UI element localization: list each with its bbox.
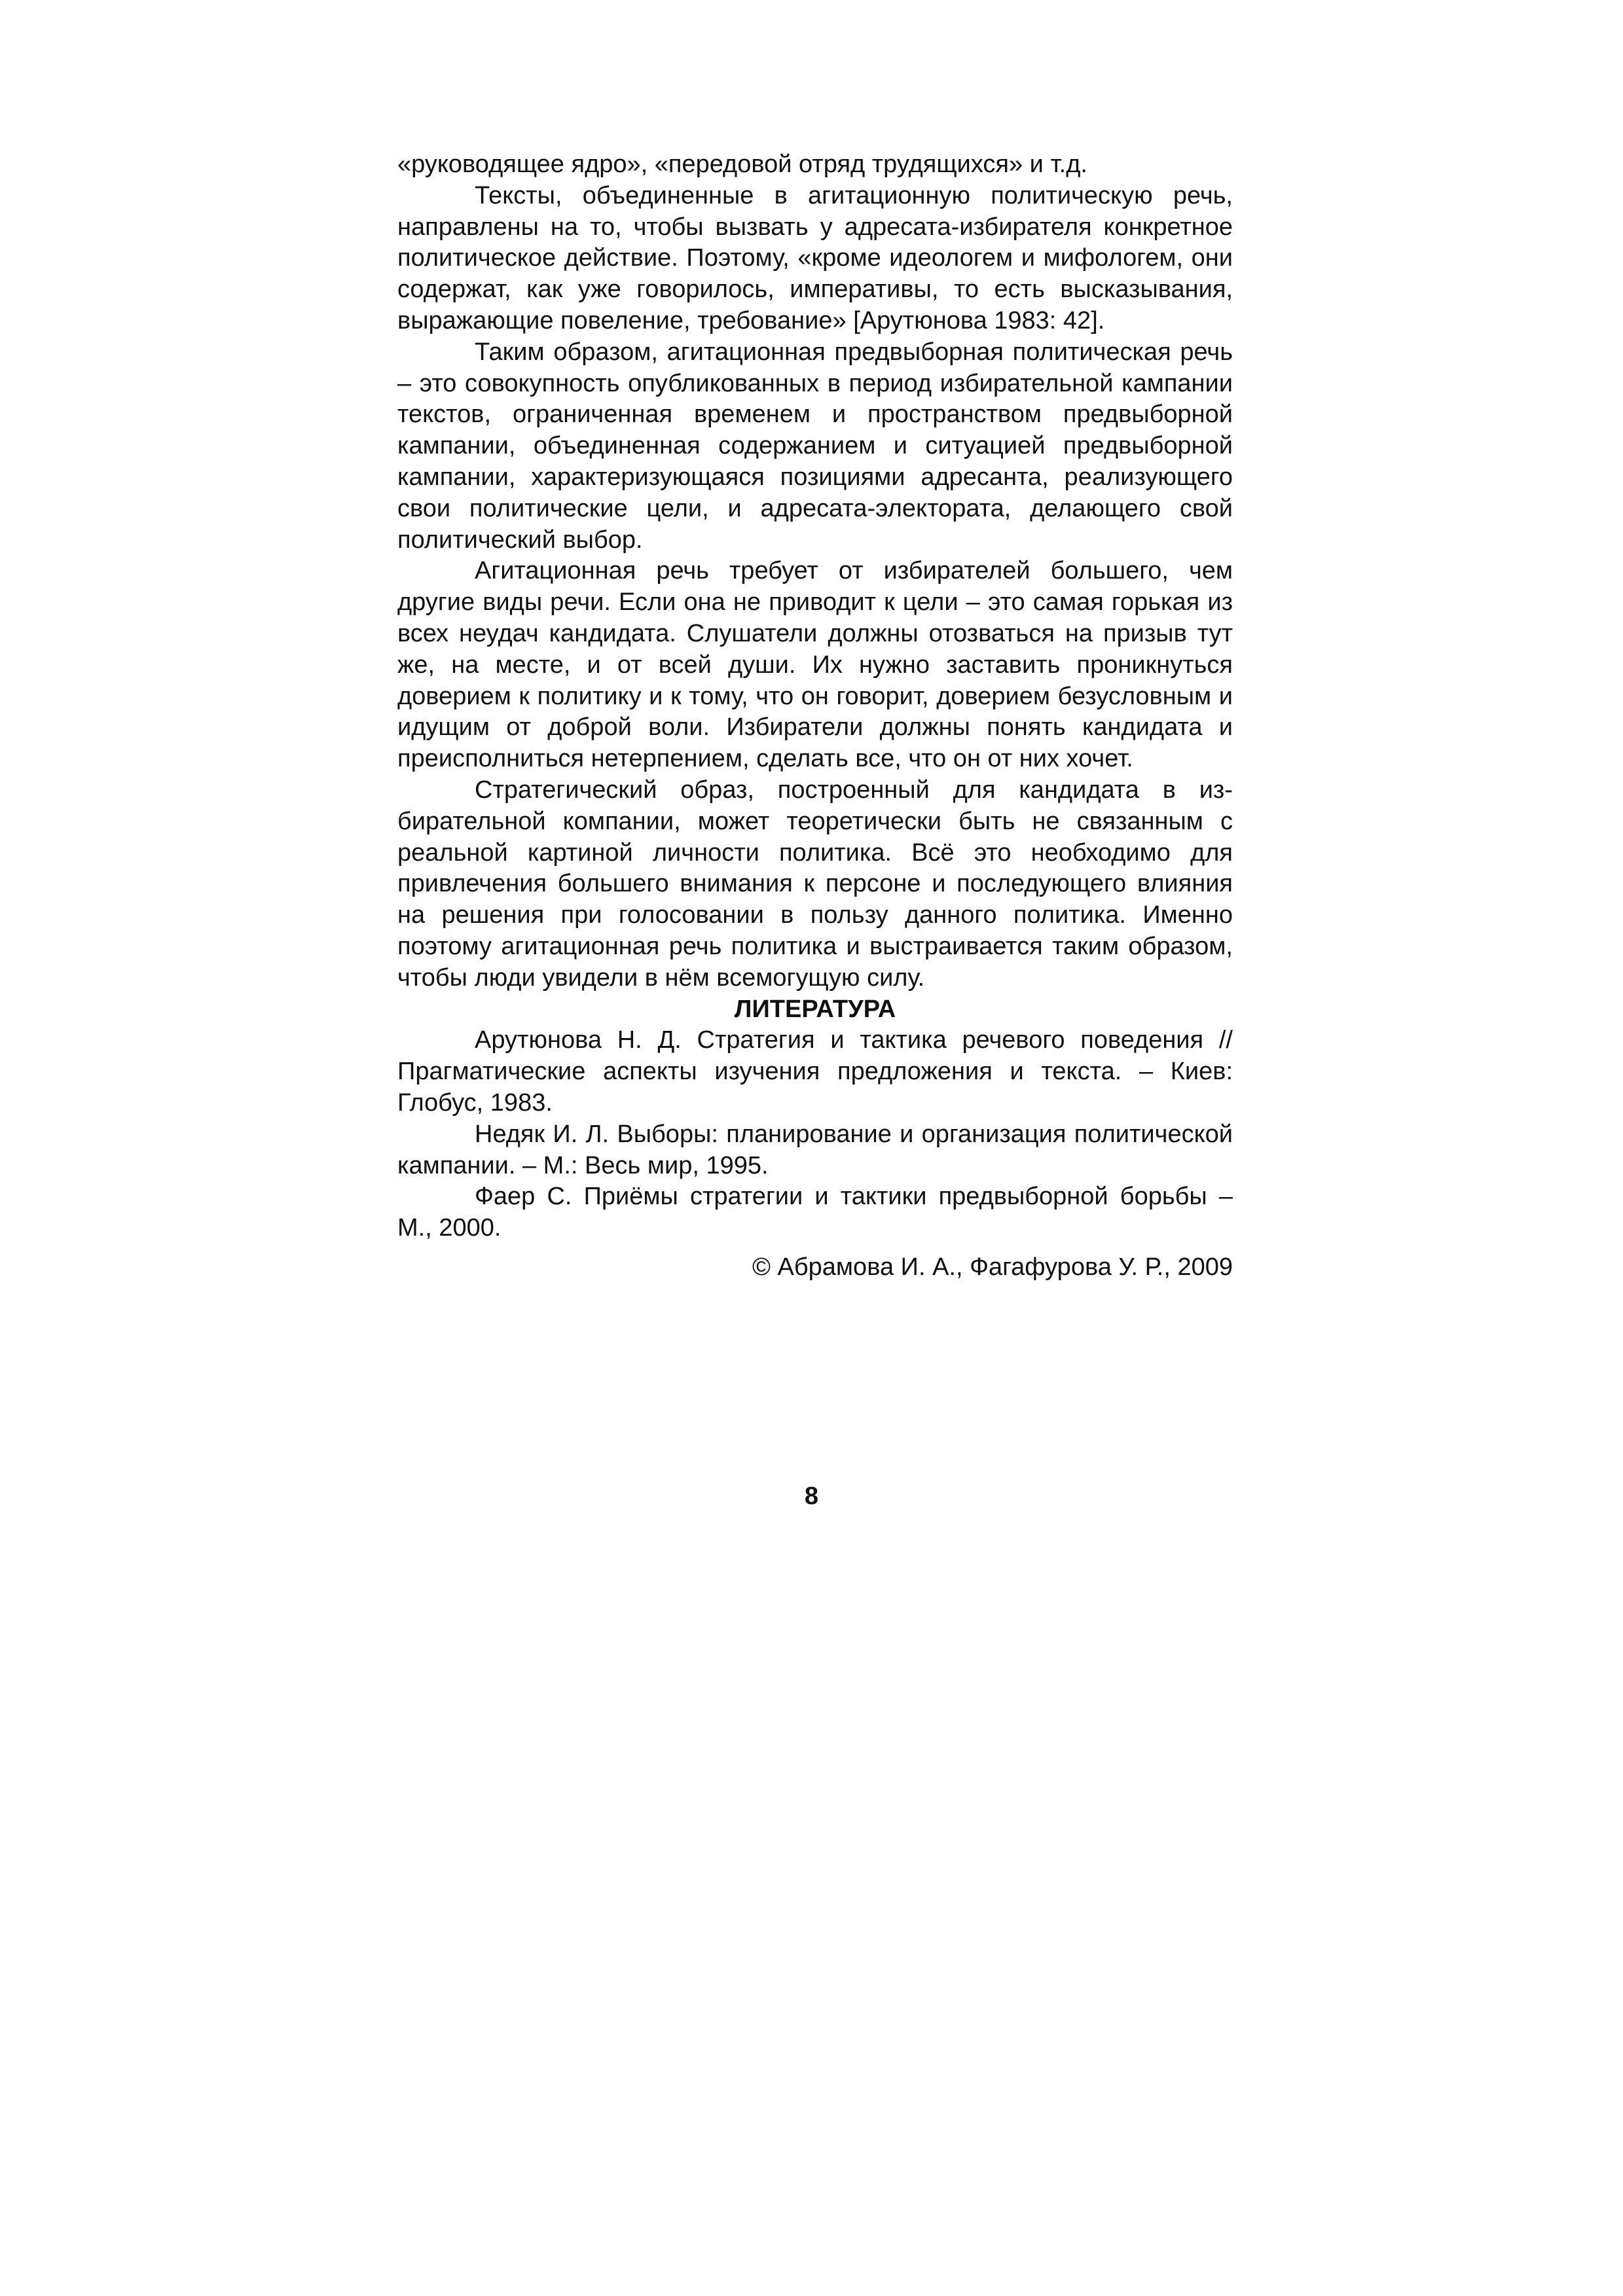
paragraph-2: Таким образом, агитационная предвыборная политическая речь – это совокупность опубликованных в период избирательной кампании текстов, ограниченная временем и пространством предвыборной кампании, объединенная содержанием и ситуацией предвыборной кампании, характеризующаяся позициями адресанта, реализующего свои политические цели, и адресата-электората, делающего свой политический выбор. — [397, 338, 1233, 554]
page-number: 8 — [804, 1482, 819, 1510]
paragraph-3: Агитационная речь требует от избирателей большего, чем другие виды речи. Если она не приводит к цели – это самая горькая из всех неудач кандидата. Слушатели должны отозваться на призыв тут же, на месте, и от всей души. Их нужно заставить проникнуться доверием к политику и к тому, что он говорит, доверием безусловным и идущим от доброй воли. Избиратели должны понять кандидата и преисполниться нетерпением, сделать все, что он от них хочет. — [397, 557, 1233, 773]
reference-item: Недяк И. Л. Выборы: планирование и организация политической кампании. – М.: Весь мир, 1995. — [397, 1120, 1233, 1179]
page-text-block — [397, 149, 1233, 1283]
paragraph-4: Стратегический образ, построенный для кандидата в избирательной компании, может теоретически быть не связанным с реальной картиной личности политика. Всё это необходимо для привлечения большего внимания к персоне и последующего влияния на решения при голосовании в пользу данного политика. Именно поэтому агитационная речь политика и выстраивается таким образом, чтобы люди увидели в нём всемогущую силу. — [397, 776, 1233, 992]
references-heading: ЛИТЕРАТУРА — [734, 995, 896, 1023]
copyright-line: © Абрамова И. А., Фагафурова У. Р., 2009 — [752, 1253, 1233, 1281]
continuation-line: «руководящее ядро», «передовой отряд трудящихся» и т.д. — [397, 151, 1087, 178]
reference-item: Арутюнова Н. Д. Стратегия и тактика речевого поведения // Прагматические аспекты изучения предложения и текста. – Киев: Глобус, 1983. — [397, 1026, 1233, 1117]
reference-item: Фаер С. Приёмы стратегии и тактики предвыборной борьбы – М., 2000. — [397, 1183, 1233, 1242]
paragraph-1: Тексты, объединенные в агитационную политическую речь, направлены на то, чтобы вызвать у адресата-избирателя конкретное политическое действие. Поэтому, «кроме идеологем и мифологем, они содержат, как уже говорилось, императивы, то есть высказывания, выражающие повеление, требование» [Арутюнова 1983: 42]. — [397, 181, 1233, 334]
